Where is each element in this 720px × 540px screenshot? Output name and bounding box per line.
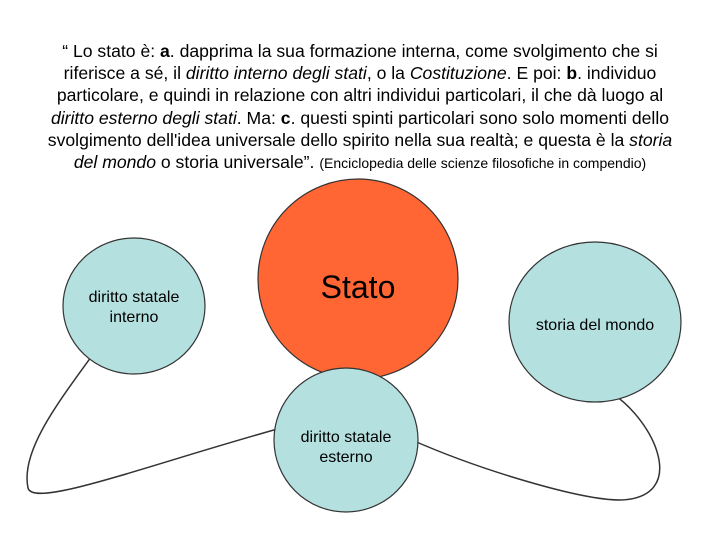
quote-segment: c: [280, 107, 291, 128]
quote-segment: b: [566, 63, 578, 84]
quote-segment: diritto interno degli stati: [185, 63, 367, 84]
label-storia-mondo: storia del mondo: [535, 317, 655, 334]
quote-segment: . dapprima la sua formazione interna, come svolgimento che si riferisce a sé, il: [63, 41, 658, 84]
quote-segment: . Ma:: [236, 107, 281, 128]
quote-segment: “ Lo stato è:: [62, 41, 160, 61]
quote-segment: . individuo particolare, e quindi in relazione con altri individui particolari, il che dà luogo al: [56, 63, 664, 106]
quote-segment: . questi spinti particolari sono solo momenti dello svolgimento dell'idea universale dello spirito nella sua realtà; e questa è la: [47, 107, 670, 150]
quote-segment: (Enciclopedia delle scienze filosofiche in compendio): [319, 155, 647, 172]
quote-segment: Costituzione: [409, 63, 507, 84]
quote-segment: storia del mondo: [73, 129, 673, 173]
quote-segment: diritto esterno degli stati: [50, 107, 237, 128]
quote-segment: o storia universale”.: [156, 152, 320, 173]
label-stato: Stato: [320, 269, 396, 305]
quote-segment: . E poi:: [506, 63, 567, 84]
label-diritto-esterno: diritto statale esterno: [300, 429, 392, 466]
quote-segment: a: [160, 41, 170, 61]
quote-segment: , o la: [366, 63, 410, 84]
label-diritto-interno: diritto statale interno: [88, 289, 180, 326]
